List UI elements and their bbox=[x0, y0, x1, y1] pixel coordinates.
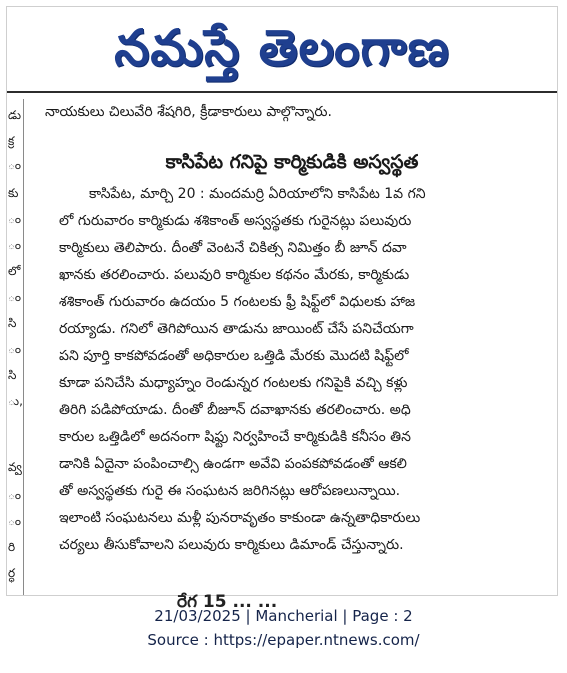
fragment-line: సి bbox=[8, 368, 17, 382]
fragment-line: ం bbox=[8, 290, 22, 304]
newspaper-clipping bbox=[6, 6, 558, 612]
fragment-line: వ్వ bbox=[8, 460, 22, 474]
fragment-line: ం bbox=[8, 158, 22, 172]
fragment-line: ం bbox=[8, 488, 22, 502]
next-headline-cut bbox=[177, 587, 397, 612]
article-line: చర్యలు తీసుకోవాలని పలువురు కార్మికులు డిమాండ్ చేస్తున్నారు. bbox=[59, 537, 404, 553]
article-body bbox=[59, 181, 541, 559]
masthead-rule bbox=[7, 91, 557, 93]
fragment-line: రి bbox=[8, 540, 16, 554]
footer-date-edition: 21/03/2025 | Mancherial | Page : 2 bbox=[154, 607, 413, 625]
article-headline: కాసిపేట గనిపై కార్మికుడికి అస్వస్థత bbox=[165, 151, 419, 173]
previous-article-last-line: నాయకులు చిలువేరి శేషగిరి, క్రీడాకారులు పాల్గొన్నారు. bbox=[45, 104, 332, 120]
fragment-line: డు bbox=[8, 108, 22, 122]
article-line: తిరిగి పడిపోయాడు. దీంతో బీజూన్ దవాఖానకు తరలించారు. అధి bbox=[59, 402, 411, 418]
fragment-line: కు bbox=[8, 186, 19, 200]
fragment-line: క్ర bbox=[8, 134, 15, 148]
fragment-line: ం bbox=[8, 238, 22, 252]
article-line: కారుల ఒత్తిడిలో అదనంగా షిఫ్టు నిర్వహించే కార్మికుడికి కనీసం తిన bbox=[59, 429, 411, 445]
masthead bbox=[7, 7, 557, 91]
article-line: తో అస్వస్థతకు గురై ఈ సంఘటన జరిగినట్లు ఆరోపణలున్నాయి. bbox=[59, 483, 401, 499]
fragment-line: ం bbox=[8, 342, 22, 356]
article-line: లో గురువారం కార్మికుడు శశికాంత్ అస్వస్థతకు గురైనట్లు పలువురు bbox=[59, 213, 412, 229]
masthead-title: నమస్తే తెలంగాణ bbox=[114, 19, 450, 77]
article-line: రయ్యాడు. గనిలో తెగిపోయిన తాడును జాయింట్ చేసే పనిచేయగా bbox=[59, 321, 414, 337]
article-line: ఇలాంటి సంఘటనలు మళ్లీ పునరావృతం కాకుండా ఉన్నతాధికారులు bbox=[59, 510, 421, 526]
article-line: కూడా పనిచేసి మధ్యాహ్నం రెండున్నర గంటలకు గనిపైకి వచ్చి కళ్లు bbox=[59, 375, 408, 391]
article-line: ఖానకు తరలించారు. పలువురి కార్మికుల కథనం మేరకు, కార్మికుడు bbox=[59, 267, 410, 283]
article-line: కార్మికులు తెలిపారు. దీంతో వెంటనే చికిత్స నిమిత్తం బీ జూన్ దవా bbox=[59, 240, 407, 256]
article-line: పని పూర్తి కాకపోవడంతో అధికారుల ఒత్తిడి మేరకు మొదటి షిఫ్ట్‌లో bbox=[59, 348, 409, 364]
fragment-line: ు, bbox=[8, 394, 23, 408]
fragment-line: ర్ధ bbox=[8, 566, 16, 580]
next-headline-fragment: రేగ 15 ... ... bbox=[177, 592, 278, 612]
footer-source: Source : https://epaper.ntnews.com/ bbox=[147, 631, 420, 649]
fragment-line: లో bbox=[8, 264, 21, 278]
clipping-footer bbox=[0, 604, 567, 652]
article-line: శశికాంత్ గురువారం ఉదయం 5 గంటలకు ఫ్రీ షిఫ్ట్‌లో విధులకు హాజ bbox=[59, 294, 416, 310]
fragment-line: సి bbox=[8, 316, 17, 330]
fragment-line: ం bbox=[8, 212, 22, 226]
fragment-line: ం bbox=[8, 514, 22, 528]
article-line: డానికి ఏదైనా పంపించాల్సి ఉండగా అవేవి పంపకపోవడంతో ఆకలి bbox=[59, 456, 407, 472]
article-line: కాసిపేట, మార్చి 20 : మందమర్రి ఏరియాలోని కాసిపేట 1వ గని bbox=[89, 186, 426, 202]
adjacent-column-fragment bbox=[7, 99, 24, 595]
